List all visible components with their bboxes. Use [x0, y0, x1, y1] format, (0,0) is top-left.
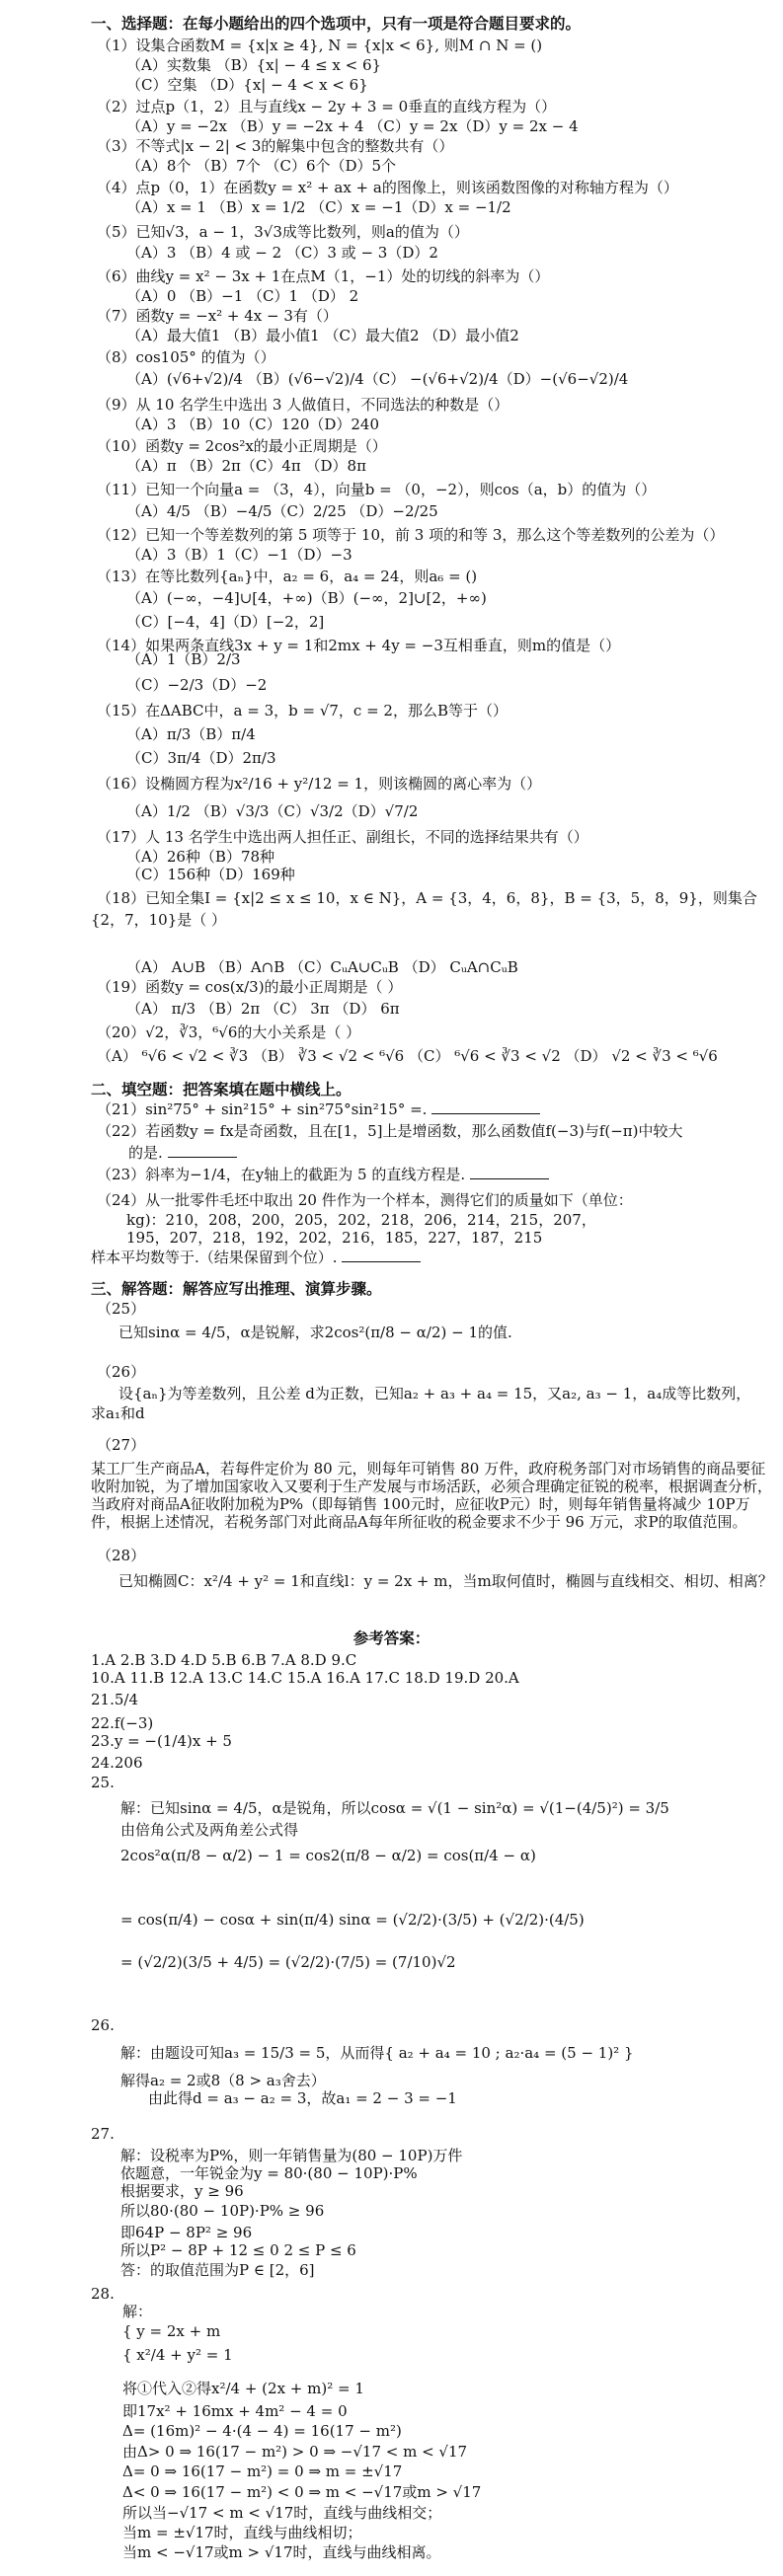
q21-text: （21）sin²75° + sin²15° + sin²75°sin²15° =.	[97, 1100, 428, 1118]
answer-28-line-7: 由Δ> 0 ⇒ 16(17 − m²) > 0 ⇒ −√17 < m < √17	[122, 2443, 468, 2461]
q17-options-2: （C）156种（D）169种	[126, 866, 295, 883]
section3-heading: 三、解答题：解答应写出推理、演算步骤。	[91, 1280, 382, 1298]
answer-28-line-11: 当m = ±√17时，直线与曲线相切；	[122, 2524, 362, 2541]
answer-28-line-2: { y = 2x + m	[122, 2322, 221, 2340]
q24-text: 样本平均数等于.（结果保留到个位）.	[91, 1249, 338, 1266]
q14-options-2: （C）−2/3（D）−2	[126, 676, 268, 694]
q27-line-2: 收附加锐，为了增加国家收入又要利于生产发展与市场活跃，必须合理确定征锐的税率，根据调查分析，	[91, 1477, 773, 1495]
q8-stem: （8）cos105° 的值为（）	[97, 348, 275, 366]
answer-26-label: 26.	[91, 2016, 115, 2034]
q22-line-1: （22）若函数y = fx是奇函数，且在[1，5]上是增函数，那么函数值f(−3)与f(−π)中较大	[97, 1122, 683, 1140]
answer-28-line-9: Δ< 0 ⇒ 16(17 − m²) < 0 ⇒ m < −√17或m > √17	[122, 2483, 482, 2501]
q1-options-2: （C）空集 （D）{x| − 4 < x < 6}	[126, 76, 368, 94]
q28-text: 已知椭圆C：x²/4 + y² = 1和直线l：y = 2x + m，当m取何值时，椭圆与直线相交、相切、相离？	[118, 1572, 773, 1590]
q16-stem: （16）设椭圆方程为x²/16 + y²/12 = 1，则该椭圆的离心率为（）	[97, 775, 542, 793]
q12-options: （A）3（B）1（C）−1（D）−3	[126, 546, 352, 564]
answer-28-line-4: 将①代入②得x²/4 + (2x + m)² = 1	[122, 2380, 364, 2397]
q24-line-2: kg)：210，208，200，205，202，218，206，214，215，207，	[126, 1211, 596, 1229]
answer-26-line-2: 解得a₂ = 2或8（8 > a₃舍去）	[120, 2072, 326, 2089]
q27-line-1: 某工厂生产商品A，若每件定价为 80 元，则每年可销售 80 万件，政府税务部门对市场销售的商品要征	[91, 1460, 766, 1477]
answer-25-label: 25.	[91, 1774, 115, 1791]
q25-text: 已知sinα = 4/5，α是锐解，求2cos²(π/8 − α/2) − 1的值.	[118, 1324, 512, 1341]
answer-28-label: 28.	[91, 2285, 115, 2303]
answer-25-line-4: = cos(π/4) − cosα + sin(π/4) sinα = (√2/2)·(3/5) + (√2/2)·(4/5)	[120, 1911, 585, 1929]
answer-28-line-1: 解：	[122, 2303, 153, 2320]
q6-options: （A）0 （B）−1 （C）1 （D） 2	[126, 287, 359, 305]
q23-text: （23）斜率为−1/4，在y轴上的截距为 5 的直线方程是.	[97, 1166, 466, 1183]
q13-options-2: （C）[−4，4]（D）[−2，2]	[126, 613, 325, 631]
answer-28-line-10: 所以当−√17 < m < √17时，直线与曲线相交；	[122, 2504, 442, 2522]
q2-stem: （2）过点p（1，2）且与直线x − 2y + 3 = 0垂直的直线方程为（）	[97, 98, 557, 115]
q18-stem: （18）已知全集I = {x|2 ≤ x ≤ 10，x ∈ N}，A = {3，4，6，8}，B = {3，5，8，9}，则集合	[97, 889, 757, 907]
answer-27-line-4: 所以80·(80 − 10P)·P% ≥ 96	[120, 2202, 325, 2220]
answer-27-line-1: 解：设税率为P%，则一年销售量为(80 − 10P)万件	[120, 2147, 463, 2164]
answers-heading: 参考答案：	[352, 1629, 431, 1647]
answers-row-1: 1.A 2.B 3.D 4.D 5.B 6.B 7.A 8.D 9.C	[91, 1651, 357, 1669]
answer-27-line-6: 所以P² − 8P + 12 ≤ 0 2 ≤ P ≤ 6	[120, 2241, 356, 2259]
q28-label: （28）	[97, 1547, 146, 1564]
answer-21: 21.5/4	[91, 1691, 138, 1708]
q21	[97, 1099, 540, 1119]
q26-label: （26）	[97, 1363, 146, 1381]
answer-23: 23.y = −(1/4)x + 5	[91, 1732, 232, 1750]
q17-options-1: （A）26种（B）78种	[126, 848, 275, 866]
q1-stem: （1）设集合函数M = {x|x ≥ 4}, N = {x|x < 6}, 则M ∩ N = ()	[97, 37, 543, 54]
q20-options: （A） ⁶√6 < √2 < ∛3 （B） ∛3 < √2 < ⁶√6 （C） ⁶√6 < ∛3 < √2 （D） √2 < ∛3 < ⁶√6	[97, 1047, 718, 1065]
answer-27-line-3: 根据要求，y ≥ 96	[120, 2182, 244, 2200]
answer-25-line-3: 2cos²α(π/8 − α/2) − 1 = cos2(π/8 − α/2) = cos(π/4 − α)	[120, 1847, 536, 1864]
q26-line-2: 求a₁和d	[91, 1404, 145, 1422]
q5-options: （A）3 （B）4 或 − 2 （C）3 或 − 3（D）2	[126, 244, 438, 262]
answer-28-line-12: 当m < −√17或m > √17时，直线与曲线相离。	[122, 2543, 441, 2561]
q24-answer-blank[interactable]	[342, 1248, 421, 1262]
answer-26-line-1: 解：由题设可知a₃ = 15/3 = 5，从而得{ a₂ + a₄ = 10 ; a₂·a₄ = (5 − 1)² }	[120, 2044, 634, 2062]
q24-line-3: 195，207，218，192，202，216，185，227，187，215	[126, 1229, 543, 1247]
answer-25-line-2: 由倍角公式及两角差公式得	[120, 1821, 299, 1839]
q7-options: （A）最大值1 （B）最小值1 （C）最大值2 （D）最小值2	[126, 327, 519, 344]
q9-options: （A）3 （B）10（C）120（D）240	[126, 416, 380, 433]
q15-stem: （15）在ΔABC中，a = 3，b = √7，c = 2，那么B等于（）	[97, 702, 509, 720]
q12-stem: （12）已知一个等差数列的第 5 项等于 10，前 3 项的和等 3，那么这个等差数列的公差为（）	[97, 526, 725, 544]
q18-stem-2: {2，7，10}是（ ）	[91, 911, 227, 929]
q18-options: （A） A∪B （B）A∩B （C）CᵤA∪CᵤB （D） CᵤA∩CᵤB	[126, 958, 518, 976]
q7-stem: （7）函数y = −x² + 4x − 3有（）	[97, 307, 338, 325]
q19-options: （A） π/3 （B）2π （C） 3π （D） 6π	[126, 1000, 400, 1018]
q24-line-1: （24）从一批零件毛坯中取出 20 件作为一个样本，测得它们的质量如下（单位：	[97, 1191, 633, 1209]
answer-25-line-5: = (√2/2)(3/5 + 4/5) = (√2/2)·(7/5) = (7/10)√2	[120, 1953, 456, 1971]
answer-28-line-6: Δ= (16m)² − 4·(4 − 4) = 16(17 − m²)	[122, 2422, 402, 2440]
q27-label: （27）	[97, 1436, 146, 1454]
answer-28-line-8: Δ= 0 ⇒ 16(17 − m²) = 0 ⇒ m = ±√17	[122, 2462, 403, 2480]
q27-line-3: 当政府对商品A征收附加税为P%（即每销售 100元时，应征收P元）时，则每年销售量将减少 10P万	[91, 1495, 750, 1513]
q8-options: （A）(√6+√2)/4 （B）(√6−√2)/4（C） −(√6+√2)/4（D）−(√6−√2)/4	[126, 370, 629, 388]
q23-answer-blank[interactable]	[470, 1165, 549, 1179]
q2-options: （A）y = −2x （B）y = −2x + 4 （C）y = 2x（D）y = 2x − 4	[126, 117, 579, 135]
answer-28-line-3: { x²/4 + y² = 1	[122, 2346, 233, 2364]
section1-heading: 一、选择题：在每小题给出的四个选项中，只有一项是符合题目要求的。	[91, 15, 582, 33]
q16-options: （A）1/2 （B）√3/3（C）√3/2（D）√7/2	[126, 802, 419, 820]
q20-stem: （20）√2，∛3，⁶√6的大小关系是（ ）	[97, 1023, 361, 1041]
q6-stem: （6）曲线y = x² − 3x + 1在点M（1，−1）处的切线的斜率为（）	[97, 267, 550, 285]
answer-27-line-2: 依题意，一年锐金为y = 80·(80 − 10P)·P%	[120, 2164, 418, 2182]
answer-25-line-1: 解：已知sinα = 4/5，α是锐角，所以cosα = √(1 − sin²α) = √(1−(4/5)²) = 3/5	[120, 1799, 669, 1817]
q27-line-4: 件，根据上述情况，若税务部门对此商品A每年所征收的税金要求不少于 96 万元，求P的取值范围。	[91, 1513, 747, 1531]
q5-stem: （5）已知√3，a − 1，3√3成等比数列，则a的值为（）	[97, 223, 469, 241]
q22-line-2	[128, 1143, 237, 1163]
q10-stem: （10）函数y = 2cos²x的最小正周期是（）	[97, 437, 387, 455]
q21-answer-blank[interactable]	[431, 1099, 540, 1114]
q13-options-1: （A）(−∞，−4]∪[4，+∞)（B）(−∞，2]∪[2，+∞)	[126, 589, 487, 607]
q24-line-4	[91, 1248, 421, 1267]
q19-stem: （19）函数y = cos(x/3)的最小正周期是（ ）	[97, 978, 403, 996]
q3-stem: （3）不等式|x − 2| < 3的解集中包含的整数共有（）	[97, 137, 454, 155]
answer-27-label: 27.	[91, 2125, 115, 2143]
answer-27-line-7: 答：的取值范围为P ∈ [2，6]	[120, 2261, 315, 2279]
answer-27-line-5: 即64P − 8P² ≥ 96	[120, 2224, 253, 2241]
q3-options: （A）8个 （B）7个 （C）6个（D）5个	[126, 157, 397, 175]
q1-options-1: （A）实数集 （B）{x| − 4 ≤ x < 6}	[126, 56, 382, 74]
q4-stem: （4）点p（0，1）在函数y = x² + ax + a的图像上，则该函数图像的对称轴方程为（）	[97, 179, 678, 196]
answer-22: 22.f(−3)	[91, 1714, 154, 1732]
q11-stem: （11）已知一个向量a = （3，4），向量b = （0，−2），则cos（a，b）的值为（）	[97, 481, 657, 498]
q9-stem: （9）从 10 名学生中选出 3 人做值日，不同选法的种数是（）	[97, 396, 509, 414]
q22-text: 的是.	[128, 1144, 163, 1162]
q22-answer-blank[interactable]	[168, 1143, 237, 1158]
answer-24: 24.206	[91, 1754, 143, 1772]
q11-options: （A）4/5 （B）−4/5（C）2/25 （D）−2/25	[126, 502, 438, 520]
section2-heading: 二、填空题：把答案填在题中横线上。	[91, 1081, 352, 1099]
q15-options-1: （A）π/3（B）π/4	[126, 725, 256, 743]
q14-options-1: （A）1（B）2/3	[126, 650, 241, 668]
q15-options-2: （C）3π/4（D）2π/3	[126, 749, 276, 767]
q14-stem: （14）如果两条直线3x + y = 1和2mx + 4y = −3互相垂直，则m的值是（）	[97, 637, 621, 654]
q4-options: （A）x = 1 （B）x = 1/2 （C）x = −1（D）x = −1/2	[126, 198, 511, 216]
q13-stem: （13）在等比数列{aₙ}中，a₂ = 6，a₄ = 24，则a₆ = ()	[97, 568, 478, 585]
answer-26-line-3: 由此得d = a₃ − a₂ = 3，故a₁ = 2 − 3 = −1	[148, 2089, 457, 2107]
q25-label: （25）	[97, 1300, 146, 1318]
q17-stem: （17）人 13 名学生中选出两人担任正、副组长，不同的选择结果共有（）	[97, 828, 588, 846]
q26-line-1: 设{aₙ}为等差数列，且公差 d为正数，已知a₂ + a₃ + a₄ = 15，又a₂, a₃ − 1，a₄成等比数列，	[118, 1385, 751, 1402]
q10-options: （A）π （B）2π（C）4π （D）8π	[126, 457, 366, 475]
q23	[97, 1165, 549, 1184]
answers-row-2: 10.A 11.B 12.A 13.C 14.C 15.A 16.A 17.C 18.D 19.D 20.A	[91, 1669, 519, 1687]
answer-28-line-5: 即17x² + 16mx + 4m² − 4 = 0	[122, 2402, 348, 2420]
